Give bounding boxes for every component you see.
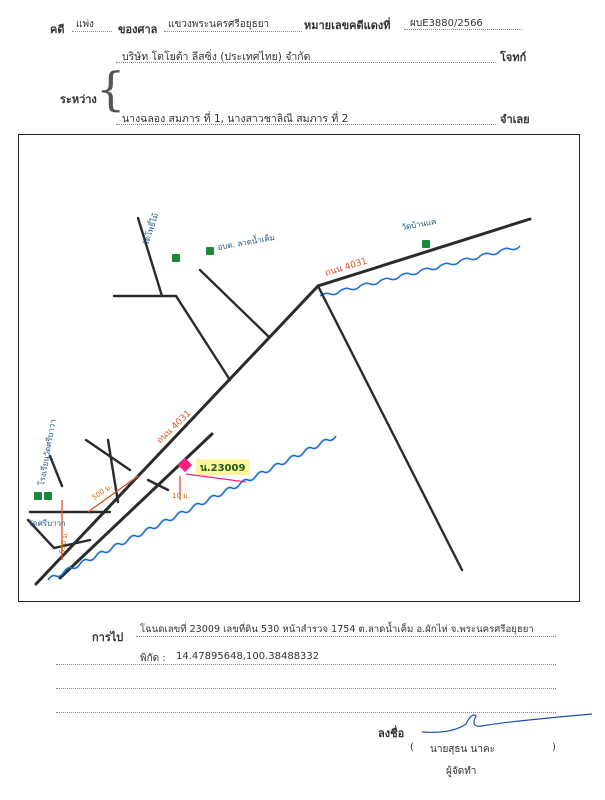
main-road [36,216,530,584]
plot-label: น.23009 [200,463,246,474]
route-label: การไป [92,631,124,644]
sign-bracket-open: ( [410,742,414,753]
temple-top-label: วัดโพธิ์ไม้ [141,212,161,247]
office-label: อบต. ลาดน้ำเค็ม [216,233,276,252]
defendant-role: จำเลย [500,113,530,126]
court-label: ของศาล [118,23,158,36]
route-line-1: โฉนดเลขที่ 23009 เลขที่ดิน 530 หน้าสำรวจ 1754 ต.ลาดน้ำเค็ม อ.ผักไห่ จ.พระนครศรีอยุธยา [140,624,534,635]
between-label: ระหว่าง [60,93,97,106]
case-label: คดี [50,23,65,36]
temple-right-label: วัดบ้านแค [400,216,438,232]
case-type: แพ่ง [76,19,94,30]
defendant-name: นางฉลอง สมภาร ที่ 1, นางสาวชาลิณี สมภาร ที่ 2 [122,113,349,125]
distance-a: 500 ม. [90,482,114,502]
school-icon-a [34,492,42,500]
school-icon-b [44,492,52,500]
coords-value: 14.47895648,100.38488332 [176,651,320,662]
distance-c: 10 ม. [172,492,190,500]
school-label: โรงเรียนวัดศรีบาวา [37,418,58,487]
temple-top-icon [172,254,180,262]
temple-bottom-label: วัดศรีบาวา [28,519,66,528]
signer-name: นายสุธน นาคะ [430,744,496,755]
office-icon [206,247,214,255]
plaintiff-role: โจทก์ [500,51,527,64]
plaintiff-name: บริษัท โตโยต้า ลีสซิ่ง (ประเทศไทย) จำกัด [122,51,311,63]
coords-label: พิกัด : [140,653,166,664]
party-brace: { [96,62,126,116]
court-name: แขวงพระนครศรีอยุธยา [168,19,270,30]
distance-b: 550 ม. [58,530,70,555]
case-number: ผบE3880/2566 [410,18,483,29]
distance-markers [62,476,180,560]
signature-mark [412,706,602,740]
road-label-bottom: ถนน 4031 [155,408,194,447]
plot-pointer [186,474,246,482]
river-line [48,436,336,580]
plot-marker [178,458,192,472]
road-label-top: ถนน 4031 [323,256,369,279]
sign-label: ลงชื่อ [378,727,405,740]
side-roads [28,218,462,570]
case-number-label: หมายเลขคดีแดงที่ [304,19,391,32]
sign-bracket-close: ) [552,742,556,753]
signer-title: ผู้จัดทำ [446,766,477,777]
temple-right-icon [422,240,430,248]
